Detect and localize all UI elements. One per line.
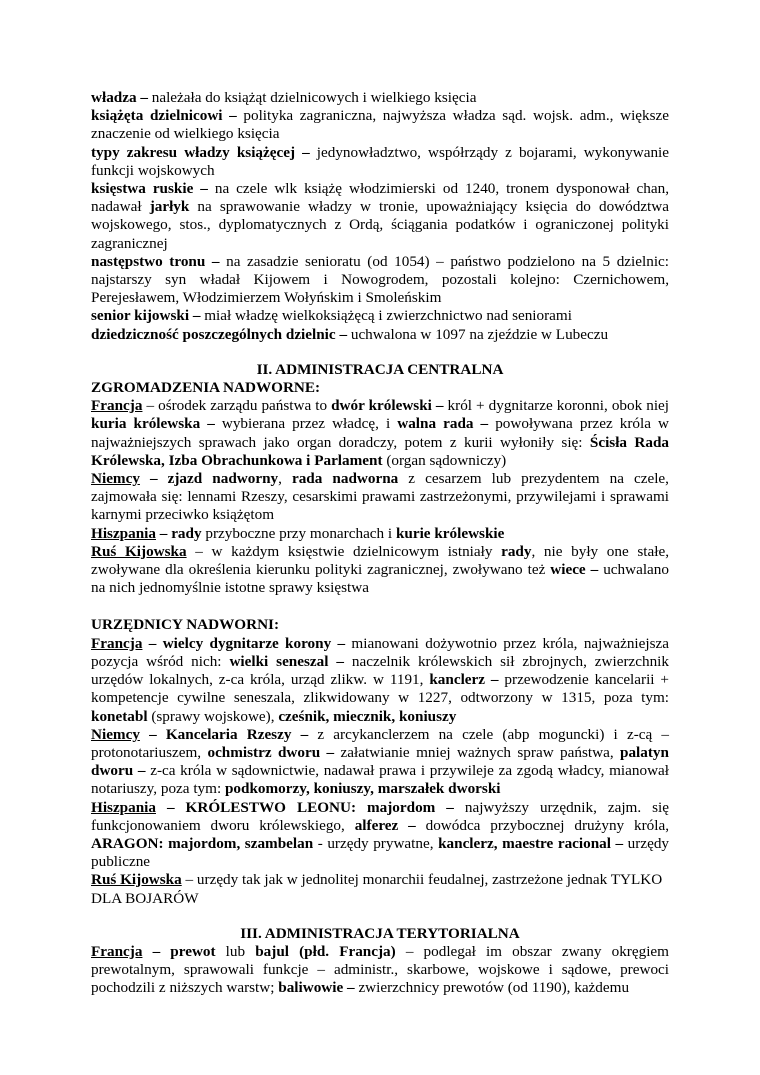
country-label: Hiszpania (91, 524, 156, 542)
term: typy zakresu władzy książęcej – (91, 143, 310, 161)
paragraph-niemcy-officials: Niemcy – Kancelaria Rzeszy – z arcykanclerzem na czele (abp moguncki) i z-cą – protonotariuszem, ochmistrz dworu – załatwianie mniej ważnych spraw państwa, palatyn dworu – z-ca króla w sądownictwie, nadawał prawa i przywileje za zgodą władcy, mianował notariuszy, poza tym: podkomorzy, koniuszy, marszałek dworski (91, 725, 669, 798)
country-label: Francja (91, 397, 143, 415)
definition-item: władza – należała do książąt dzielnicowych i wielkiego księcia (91, 89, 477, 106)
section-heading: III. ADMINISTRACJA TERYTORIALNA (240, 924, 520, 942)
country-label: Niemcy (91, 470, 140, 488)
paragraph-francja-territorial: Francja – prewot lub bajul (płd. Francja) – podlegał im obszar zwany okręgiem prewotalnym, sprawowali funkcje – administr., skarbowe, wojskowe i sądowe, prewoci pochodzili z niższych warstw; baliwowie – zwierzchnicy prewotów (od 1190), każdemu (91, 942, 669, 997)
paragraph-hiszpania-assemblies: Hiszpania – rady przyboczne przy monarchach i kurie królewskie (91, 524, 505, 542)
definition-item: senior kijowski – miał władzę wielkoksiążęcą i zwierzchnictwo nad seniorami (91, 307, 572, 325)
definition-item: następstwo tronu – na zasadzie senioratu (od 1054) – państwo podzielono na 5 dzielnic: najstarszy syn władał Kijowem i Nowogrodem, pozostali kolejno: Czernichowem, Perejesławem, Włodzimierzem Wołyńskim i Smoleńskim (91, 252, 669, 307)
term: księstwa ruskie – (91, 180, 208, 198)
term: książęta dzielnicowi – (91, 107, 237, 125)
definition-item: książęta dzielnicowi – polityka zagraniczna, najwyższa władza sąd. wojsk. adm., większe znaczenie od wielkiego księcia (91, 107, 670, 143)
country-label: Ruś Kijowska (91, 542, 187, 560)
country-label: Francja (91, 942, 143, 960)
section-heading: II. ADMINISTRACJA CENTRALNA (256, 360, 504, 378)
subsection-heading: ZGROMADZENIA NADWORNE: (91, 379, 321, 397)
paragraph-hiszpania-officials: Hiszpania – KRÓLESTWO LEONU: majordom – najwyższy urzędnik, zajm. się funkcjonowaniem dworu królewskiego, alferez – dowódca przybocznej drużyny króla, ARAGON: majordom, szambelan - urzędy prywatne, kanclerz, maestre racional – urzędy publiczne (91, 798, 670, 871)
subsection-heading: URZĘDNICY NADWORNI: (91, 616, 280, 634)
term: następstwo tronu – (91, 252, 220, 270)
paragraph-rus-assemblies: Ruś Kijowska – w każdym księstwie dzielnicowym istniały rady, nie były one stałe, zwoływane dla określenia kierunku polityki zagranicznej, zwoływano też wiece – uchwalano na nich jednomyślnie istotne sprawy księstwa (91, 542, 669, 597)
document-page (91, 89, 669, 998)
definition-item: typy zakresu władzy książęcej – jedynowładztwo, współrządy z bojarami, wykonywanie funkcji wojskowych (91, 143, 669, 179)
paragraph-rus-officials: Ruś Kijowska – urzędy tak jak w jednolitej monarchii feudalnej, zastrzeżone jednak TYLKO DLA BOJARÓW (91, 871, 663, 907)
country-label: Niemcy (91, 725, 140, 743)
paragraph-francja-assemblies: Francja – ośrodek zarządu państwa to dwór królewski – król + dygnitarze koronni, obok niej kuria królewska – wybierana przez władcę, i walna rada – powoływana przez króla w najważniejszych sprawach jako organ doradczy, potem z kurii wyłoniły się: Ścisła Rada Królewska, Izba Obrachunkowa i Parlament (organ sądowniczy) (91, 397, 670, 469)
term: dziedziczność poszczególnych dzielnic – (91, 325, 348, 343)
paragraph-francja-officials: Francja – wielcy dygnitarze korony – mianowani dożywotnio przez króla, najważniejsza pozycja wśród nich: wielki seneszal – naczelnik królewskich sił zbrojnych, zwierzchnik urzędów lokalnych, z-ca króla, urząd zlikw. w 1191, kanclerz – przewodzenie kancelarii + kompetencje cywilne seneszala, zlikwidowany w 1227, odtworzony w 1315, poza tym: konetabl (sprawy wojskowe), cześnik, miecznik, koniuszy (91, 634, 669, 725)
term: senior kijowski – (91, 307, 201, 325)
definitions-list (91, 89, 669, 344)
definition-item: dziedziczność poszczególnych dzielnic – uchwalona w 1097 na zjeździe w Lubeczu (91, 325, 609, 343)
country-label: Hiszpania (91, 798, 156, 816)
country-label: Ruś Kijowska (91, 871, 182, 889)
definition-item: księstwa ruskie – na czele wlk książę włodzimierski od 1240, tronem dysponował chan, nadawał jarłyk na sprawowanie władzy w tronie, upoważniający księcia do dowództwa wojskowego, stos., dyplomatycznych z Ordą, ściągania podatków i ograniczonej polityki zagranicznej (91, 180, 669, 252)
term: władza – (91, 89, 148, 106)
country-label: Francja (91, 634, 143, 652)
paragraph-niemcy-assemblies: Niemcy – zjazd nadworny, rada nadworna z cesarzem lub prezydentem na czele, zajmowała się: lennami Rzeszy, cesarskimi prawami zastrzeżonymi, przywilejami i sprawami karnymi przeciwko książętom (91, 470, 669, 524)
